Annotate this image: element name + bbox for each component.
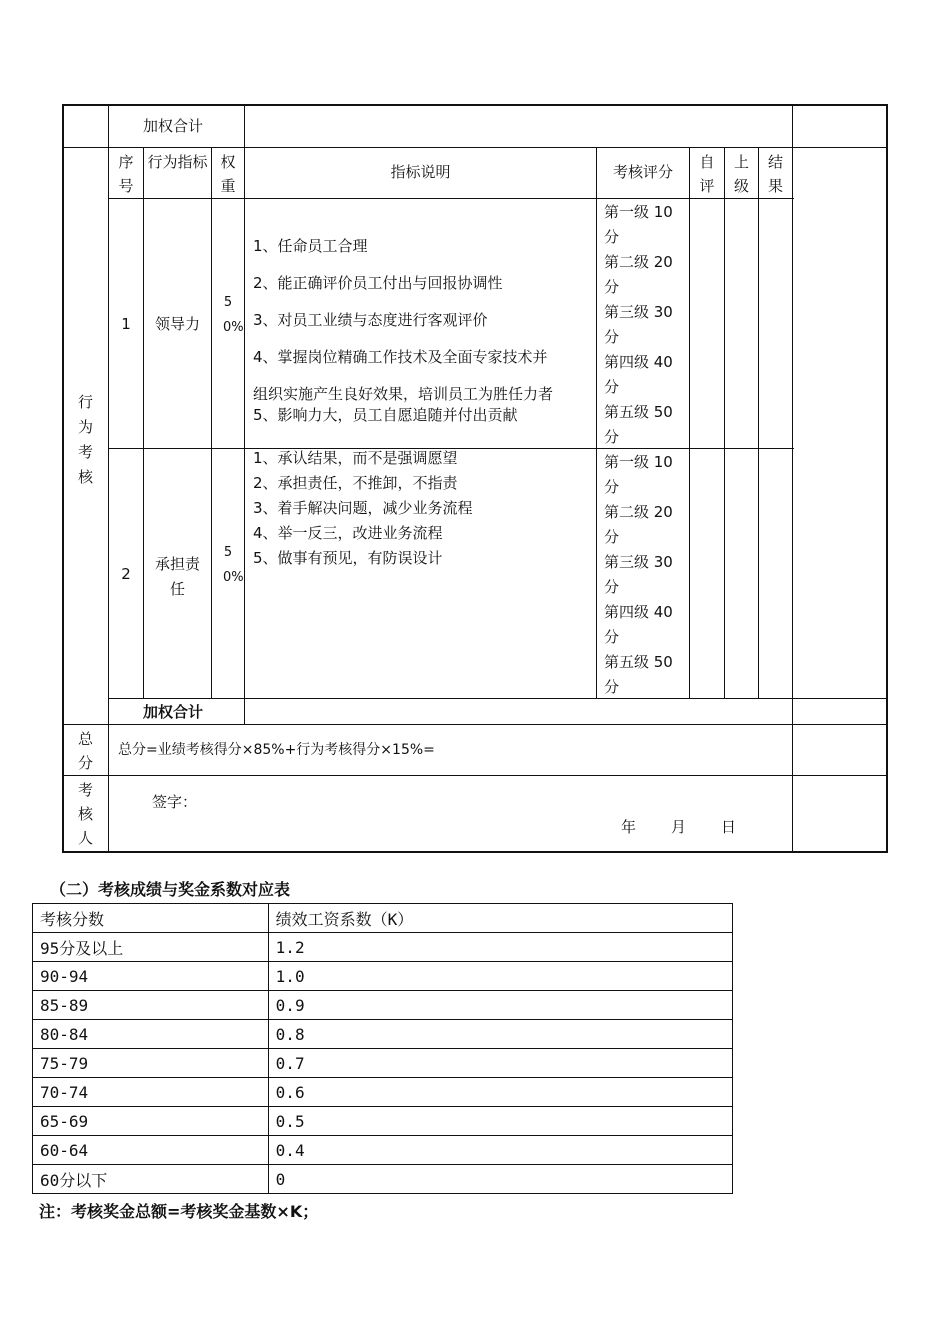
row1-desc-line: 4、掌握岗位精确工作技术及全面专家技术并: [253, 348, 548, 366]
total-label: 总分: [77, 730, 93, 772]
score-cell: 65-69: [33, 1107, 269, 1136]
header-superior: 上级: [733, 153, 749, 195]
table-row: [33, 991, 733, 1020]
score-cell: 60-64: [33, 1136, 269, 1165]
header-scoring: 考核评分: [612, 163, 673, 181]
row2-score-line: 第四级 40: [604, 603, 673, 621]
col-divider: [244, 147, 245, 724]
row1-score-line: 第五级 50: [604, 403, 673, 421]
score-cell: 80-84: [33, 1020, 269, 1049]
col-divider: [758, 147, 759, 698]
row2-desc-line: 1、承认结果，而不是强调愿望: [253, 449, 458, 467]
date-day: 日: [721, 818, 737, 836]
row1-score-line: 第一级 10: [604, 203, 673, 221]
coefficient-cell: 0.9: [268, 991, 732, 1020]
row2-desc-line: 5、做事有预见，有防误设计: [253, 549, 443, 567]
table-row: [33, 1049, 733, 1078]
header-seq: 序号: [118, 153, 134, 195]
row2-desc-line: 4、举一反三，改进业务流程: [253, 524, 443, 542]
row1-score-line: 第四级 40: [604, 353, 673, 371]
row1-seq: 1: [121, 315, 131, 333]
table-border: [62, 851, 888, 853]
header-score: 考核分数: [33, 904, 269, 933]
table-border: [62, 104, 888, 106]
row1-desc-line: 1、任命员工合理: [253, 237, 368, 255]
row1-weight: 50%: [223, 295, 244, 335]
signature-label: 签字：: [152, 793, 198, 811]
table-header-row: [33, 904, 733, 933]
row2-score-line: 第三级 30: [604, 553, 673, 571]
col-divider: [724, 147, 725, 698]
score-cell: 60分以下: [33, 1165, 269, 1194]
k-table-note: 注：考核奖金总额=考核奖金基数×K；: [39, 1202, 319, 1221]
col-divider: [596, 147, 597, 698]
row-divider: [62, 147, 888, 148]
row1-desc-line: 组织实施产生良好效果，培训员工为胜任力者: [253, 385, 554, 403]
date-year: 年: [621, 818, 637, 836]
coefficient-cell: 0.6: [268, 1078, 732, 1107]
coefficient-cell: 1.2: [268, 933, 732, 962]
col-divider: [792, 104, 793, 852]
score-cell: 85-89: [33, 991, 269, 1020]
k-coefficient-table: [32, 903, 733, 1194]
row2-seq: 2: [121, 565, 131, 583]
coefficient-cell: 0.8: [268, 1020, 732, 1049]
score-cell: 75-79: [33, 1049, 269, 1078]
row2-desc-line: 2、承担责任，不推卸，不指责: [253, 474, 458, 492]
table-row: [33, 1020, 733, 1049]
row1-score-line: 第二级 20: [604, 253, 673, 271]
row2-score-line: 分: [604, 678, 620, 696]
coefficient-cell: 1.0: [268, 962, 732, 991]
header-weight: 权重: [220, 153, 236, 195]
row2-score-line: 第五级 50: [604, 653, 673, 671]
behavior-section-label: 行为考核: [77, 393, 93, 486]
coefficient-cell: 0.5: [268, 1107, 732, 1136]
header-coefficient: 绩效工资系数（K）: [268, 904, 732, 933]
behavior-weighted-total-label: 加权合计: [143, 703, 204, 721]
table-row: [33, 1107, 733, 1136]
row1-desc-line: 2、能正确评价员工付出与回报协调性: [253, 274, 503, 292]
coefficient-cell: 0.7: [268, 1049, 732, 1078]
k-table-title: （二）考核成绩与奖金系数对应表: [50, 880, 291, 899]
header-indicator: 行为指标: [147, 153, 208, 171]
row1-score-line: 分: [604, 228, 620, 246]
row2-score-line: 分: [604, 578, 620, 596]
row1-score-line: 分: [604, 328, 620, 346]
table-border: [886, 104, 888, 853]
score-cell: 90-94: [33, 962, 269, 991]
coefficient-cell: 0: [268, 1165, 732, 1194]
assessor-label: 考核人: [77, 781, 93, 847]
row2-score-line: 第二级 20: [604, 503, 673, 521]
col-divider: [108, 104, 109, 852]
table-row: [33, 1136, 733, 1165]
row1-desc-line: 5、影响力大，员工自愿追随并付出贡献: [253, 406, 518, 424]
date-month: 月: [671, 818, 687, 836]
row2-weight: 50%: [223, 545, 244, 585]
row-divider: [108, 698, 886, 699]
table-row: [33, 962, 733, 991]
col-divider: [143, 147, 144, 698]
header-description: 指标说明: [390, 163, 451, 181]
score-cell: 70-74: [33, 1078, 269, 1107]
col-divider: [244, 104, 245, 147]
row2-score-line: 第一级 10: [604, 453, 673, 471]
col-divider: [211, 147, 212, 698]
row-divider: [62, 775, 888, 776]
row1-score-line: 分: [604, 428, 620, 446]
table-row: [33, 1165, 733, 1194]
score-cell: 95分及以上: [33, 933, 269, 962]
col-divider: [689, 147, 690, 698]
table-row: [33, 1078, 733, 1107]
row2-desc-line: 3、着手解决问题，减少业务流程: [253, 499, 473, 517]
row2-indicator: 承担责任: [154, 555, 200, 598]
table-row: [33, 933, 733, 962]
header-result: 结果: [767, 153, 783, 195]
row1-score-line: 分: [604, 378, 620, 396]
row1-score-line: 第三级 30: [604, 303, 673, 321]
row2-score-line: 分: [604, 528, 620, 546]
row1-indicator: 领导力: [154, 315, 200, 333]
header-self: 自评: [699, 153, 715, 195]
total-formula: 总分=业绩考核得分×85%+行为考核得分×15%=: [118, 742, 435, 758]
top-weighted-total-label: 加权合计: [143, 117, 204, 135]
row1-desc-line: 3、对员工业绩与态度进行客观评价: [253, 311, 488, 329]
row1-score-line: 分: [604, 278, 620, 296]
row2-score-line: 分: [604, 628, 620, 646]
coefficient-cell: 0.4: [268, 1136, 732, 1165]
row2-score-line: 分: [604, 478, 620, 496]
row-divider: [62, 724, 888, 725]
